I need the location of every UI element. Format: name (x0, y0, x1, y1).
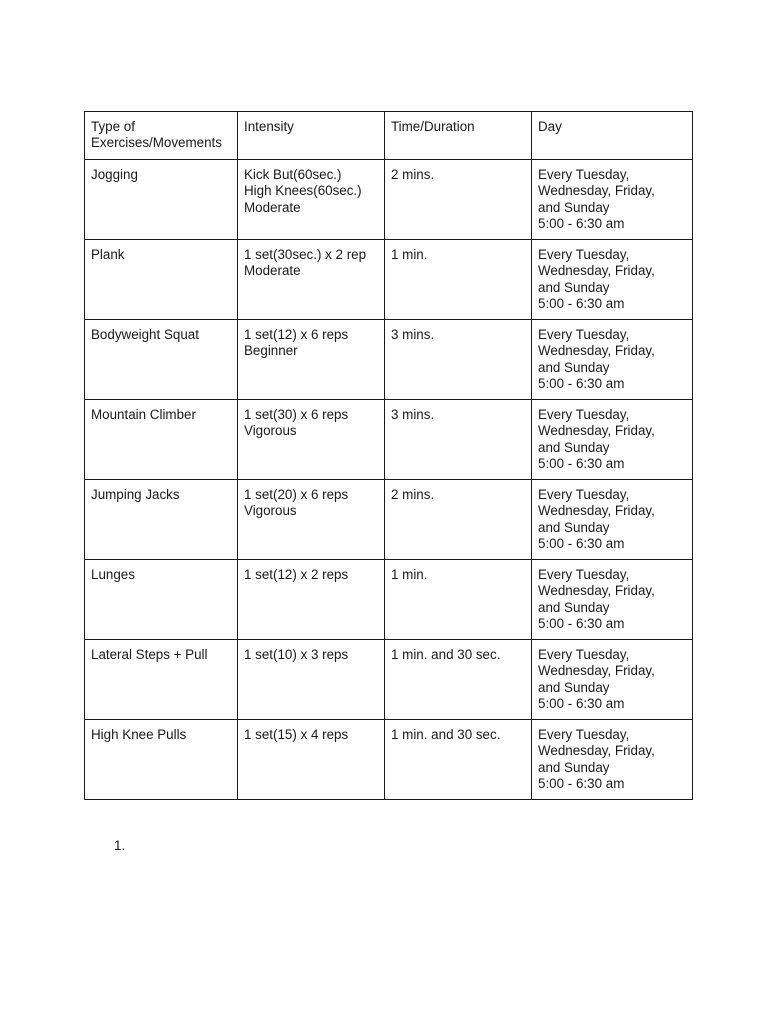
cell-intensity: 1 set(30sec.) x 2 rep Moderate (238, 240, 385, 320)
cell-intensity: 1 set(12) x 6 reps Beginner (238, 320, 385, 400)
header-duration: Time/Duration (385, 112, 532, 160)
cell-day: Every Tuesday, Wednesday, Friday, and Sunday 5:00 - 6:30 am (532, 480, 693, 560)
table-body (85, 160, 693, 800)
exercise-schedule-table (84, 111, 693, 800)
table-row (85, 240, 693, 320)
header-intensity: Intensity (238, 112, 385, 160)
cell-exercise: Lateral Steps + Pull (85, 640, 238, 720)
cell-intensity: 1 set(10) x 3 reps (238, 640, 385, 720)
cell-exercise: High Knee Pulls (85, 720, 238, 800)
header-exercise: Type of Exercises/Movements (85, 112, 238, 160)
header-row (85, 112, 693, 160)
cell-exercise: Lunges (85, 560, 238, 640)
cell-day: Every Tuesday, Wednesday, Friday, and Sunday 5:00 - 6:30 am (532, 160, 693, 240)
cell-intensity: 1 set(12) x 2 reps (238, 560, 385, 640)
cell-duration: 1 min. and 30 sec. (385, 720, 532, 800)
cell-duration: 1 min. and 30 sec. (385, 640, 532, 720)
table-row (85, 160, 693, 240)
cell-duration: 2 mins. (385, 160, 532, 240)
cell-day: Every Tuesday, Wednesday, Friday, and Sunday 5:00 - 6:30 am (532, 720, 693, 800)
cell-duration: 2 mins. (385, 480, 532, 560)
cell-day: Every Tuesday, Wednesday, Friday, and Sunday 5:00 - 6:30 am (532, 640, 693, 720)
cell-exercise: Bodyweight Squat (85, 320, 238, 400)
table-row (85, 480, 693, 560)
table-row (85, 640, 693, 720)
numbered-list-marker: 1. (114, 838, 126, 853)
cell-intensity: 1 set(20) x 6 reps Vigorous (238, 480, 385, 560)
cell-day: Every Tuesday, Wednesday, Friday, and Sunday 5:00 - 6:30 am (532, 240, 693, 320)
cell-intensity: 1 set(15) x 4 reps (238, 720, 385, 800)
cell-intensity: Kick But(60sec.) High Knees(60sec.) Moderate (238, 160, 385, 240)
cell-exercise: Mountain Climber (85, 400, 238, 480)
cell-intensity: 1 set(30) x 6 reps Vigorous (238, 400, 385, 480)
cell-duration: 3 mins. (385, 320, 532, 400)
cell-exercise: Jumping Jacks (85, 480, 238, 560)
table-row (85, 560, 693, 640)
cell-exercise: Jogging (85, 160, 238, 240)
cell-duration: 1 min. (385, 240, 532, 320)
table-row (85, 400, 693, 480)
cell-day: Every Tuesday, Wednesday, Friday, and Sunday 5:00 - 6:30 am (532, 320, 693, 400)
header-day: Day (532, 112, 693, 160)
table-row (85, 720, 693, 800)
cell-exercise: Plank (85, 240, 238, 320)
cell-day: Every Tuesday, Wednesday, Friday, and Sunday 5:00 - 6:30 am (532, 560, 693, 640)
table-row (85, 320, 693, 400)
cell-duration: 3 mins. (385, 400, 532, 480)
cell-day: Every Tuesday, Wednesday, Friday, and Sunday 5:00 - 6:30 am (532, 400, 693, 480)
table-header (85, 112, 693, 160)
cell-duration: 1 min. (385, 560, 532, 640)
